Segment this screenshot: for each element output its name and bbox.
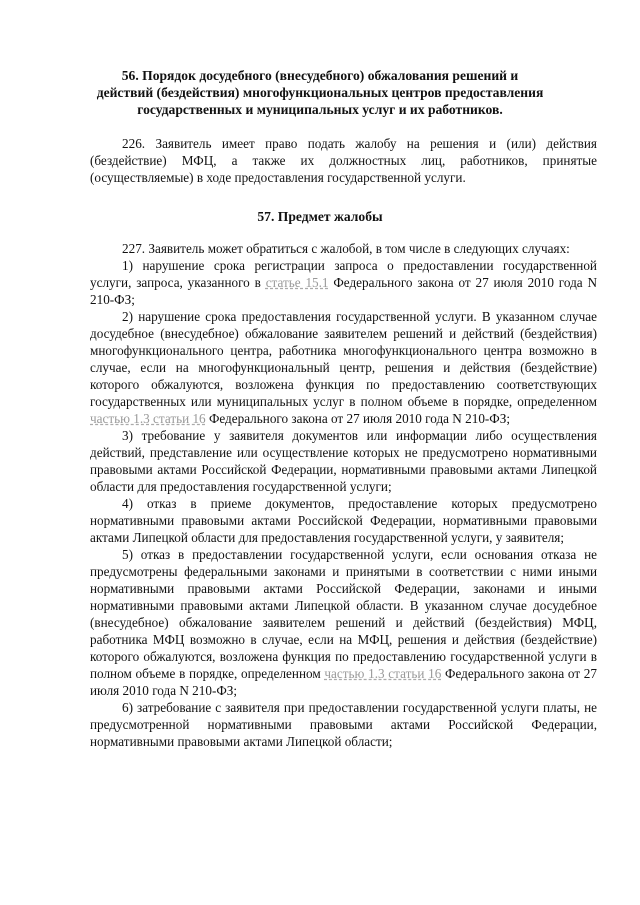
list-item-5 [90, 546, 597, 699]
paragraph-227-intro: 227. Заявитель может обратиться с жалобой, в том числе в следующих случаях: [122, 241, 570, 256]
list-item-6: 6) затребование с заявителя при предоставлении государственной услуги платы, не предусмотренной нормативными правовыми актами Российской Федерации, нормативными правовыми актами Липецкой области; [90, 700, 597, 749]
section-56-heading-line3: государственных и муниципальных услуг и их работников. [137, 102, 503, 117]
paragraph-226-block [90, 135, 597, 186]
list-item-1-text-b: Федерального закона от 27 июля 2010 года N 210-ФЗ; [90, 275, 598, 307]
list-item-5-text-a: 5) отказ в предоставлении государственной услуги, если основания отказа не предусмотрены федеральными законами и принятыми в соответствии с ними иными нормативными правовыми актами Российской Федерации, законами и иными нормативными правовыми актами Липецкой области. В указанном случае досудебное (внесудебное) обжалование заявителем решений и действий (бездействия) МФЦ, работника МФЦ возможно в случае, если на МФЦ, решения и действия (бездействие) которого обжалуются, возложена функция по предоставлению государственной услуги в полном объеме в порядке, определенном [90, 547, 597, 681]
section-57-heading: 57. Предмет жалобы [257, 209, 383, 224]
section-56-heading-line1: 56. Порядок досудебного (внесудебного) обжалования решений и [121, 68, 519, 83]
paragraph-226: 226. Заявитель имеет право подать жалобу на решения и (или) действия (бездействие) МФЦ, а также их должностных лиц, работников, принятые (осуществляемые) в ходе предоставления государственной услуги. [90, 136, 597, 185]
section-56-heading [70, 67, 570, 118]
list-item-2 [90, 308, 597, 427]
law-link-article-15-1[interactable]: статье 15.1 [265, 275, 329, 290]
paragraph-227-block [90, 240, 597, 750]
list-item-2-text-a: 2) нарушение срока предоставления государственной услуги. В указанном случае досудебное (внесудебное) обжалование заявителем решений и действий (бездействия) многофункционального центра, работника многофункционального центра возможно в случае, если на многофункциональный центр, решения и действия (бездействие) которого обжалуются, возложена функция по предоставлению соответствующих государственных или муниципальных услуг в полном объеме в порядке, определенном [90, 309, 597, 409]
list-item-2-text-b: Федерального закона от 27 июля 2010 года N 210-ФЗ; [205, 411, 510, 426]
section-56-heading-line2: действий (бездействия) многофункциональных центров предоставления [96, 85, 544, 100]
list-item-1-text-a: 1) нарушение срока регистрации запроса о предоставлении государственной услуги, запроса, указанного в [90, 258, 597, 290]
list-item-1 [90, 257, 597, 308]
list-item-4: 4) отказ в приеме документов, предоставление которых предусмотрено нормативными правовыми актами Российской Федерации, нормативными правовыми актами Липецкой области для предоставления государственной услуги, у заявителя; [90, 496, 597, 545]
list-item-5-text-b: Федерального закона от 27 июля 2010 года N 210-ФЗ; [90, 666, 597, 698]
law-link-part-1-3-article-16[interactable]: частью 1.3 статьи 16 [90, 411, 206, 426]
law-link-part-1-3-article-16-b[interactable]: частью 1.3 статьи 16 [324, 666, 442, 681]
list-item-3: 3) требование у заявителя документов или информации либо осуществления действий, представление или осуществление которых не предусмотрено нормативными правовыми актами Российской Федерации, нормативными правовыми актами Липецкой области для предоставления государственной услуги; [90, 428, 597, 494]
